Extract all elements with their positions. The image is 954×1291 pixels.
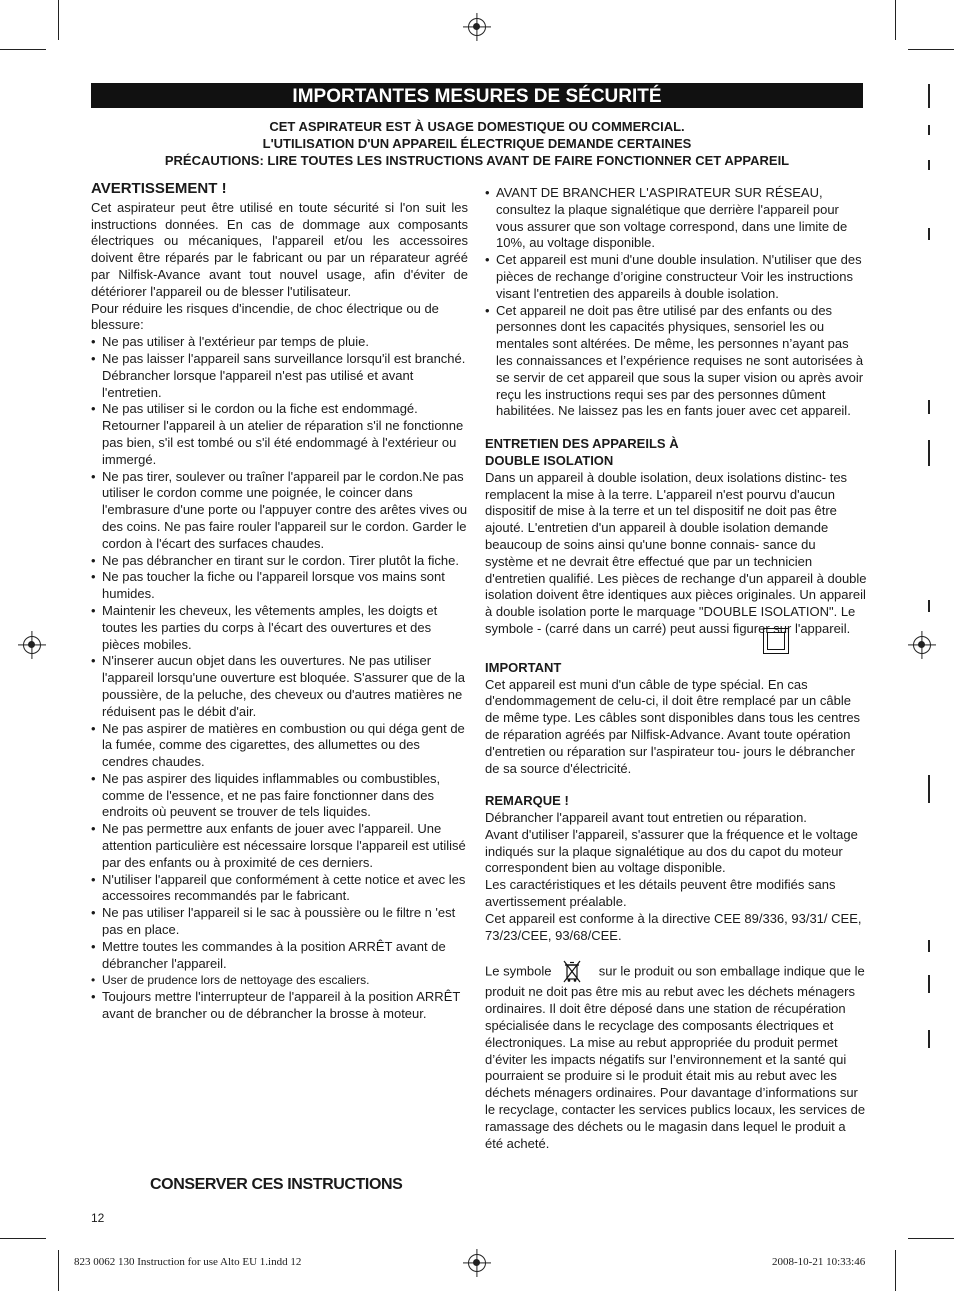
crop-mark	[908, 1238, 954, 1239]
remarque-text: Débrancher l'appareil avant tout entretien ou réparation.	[485, 810, 807, 826]
list-item: • Maintenir les cheveux, les vêtements amples, les doigts et toutes les parties du corps à l'écart des ouvertures et des pièces mobiles.	[91, 603, 468, 653]
crop-mark	[895, 1250, 896, 1291]
list-item: • Ne pas débrancher en tirant sur le cordon. Tirer plutôt la fiche.	[91, 553, 468, 570]
important-heading: IMPORTANT	[485, 659, 562, 675]
remarque-heading: REMARQUE !	[485, 793, 569, 809]
double-insulation-text: Dans un appareil à double isolation, deux isolations distinc- tes remplacent la mise à la terre. L'appareil n'est pourvu d'aucun dispositif de mise à la terre et un tel dispositif ne doit pas être ajouté. L'entretien d'un appareil à double isolation demande beaucoup de soins ainsi qu'une bonne connais- sance du système et ne devrait être effectué que par un technicien d'entretien qualifié. Les pièces de rechange d'un appareil à double isolation doivent être identiques aux pièces originales. Un appareil à double isolation porte le marquage "DOUBLE ISOLATION". Le symbole - (carré dans un carré) peut aussi figurer sur l'appareil.	[485, 469, 867, 636]
remarque-text: Les caractéristiques et les détails peuvent être modifiés sans avertissement préalable.	[485, 877, 836, 910]
edge-bleed	[928, 160, 930, 170]
edge-bleed	[928, 975, 930, 993]
warning-heading: AVERTISSEMENT !	[91, 180, 227, 197]
list-item: • Ne pas aspirer des liquides inflammables ou combustibles, comme de l'essence, et ne pas faire fonctionner dans des endroits où peuvent se trouver de tels liquides.	[91, 771, 468, 821]
right-column	[485, 185, 867, 1152]
intro-line: L'UTILISATION D'UN APPAREIL ÉLECTRIQUE DEMANDE CERTAINES	[262, 136, 692, 151]
safety-list	[91, 334, 468, 1023]
crop-mark	[0, 1238, 46, 1239]
list-item: • Cet appareil ne doit pas être utilisé par des enfants ou des personnes dont les capacités physiques, sensoriel les ou mentales sont altérées. De même, les personnes n’ayant pas les connaissances et l’expérience requises ne sont autorisées à se servir de cet appareil que sous la super vision ou après avoir reçu les instructions requi ses par des personnes dûment habilitées. Ne laissez pas les en fants jouer avec cet appareil.	[485, 303, 867, 421]
list-item: • Ne pas toucher la fiche ou l'appareil lorsque vos mains sont humides.	[91, 569, 468, 603]
remarque-text: Cet appareil est conforme à la directive CEE 89/336, 93/31/ CEE, 73/23/CEE, 93/68/CEE.	[485, 910, 862, 943]
list-item: • AVANT DE BRANCHER L'ASPIRATEUR SUR RÉSEAU, consultez la plaque signalétique que derrière l'appareil pour vous assurer que son voltage correspond, dans une limite de 10%, au voltage disponible.	[485, 185, 867, 252]
safety-list-continued	[485, 185, 867, 420]
registration-mark-icon	[913, 636, 931, 654]
list-item: • Toujours mettre l'interrupteur de l'appareil à la position ARRÊT avant de brancher ou de débrancher la brosse à moteur.	[91, 989, 468, 1023]
footer-file: 823 0062 130 Instruction for use Alto EU 1.indd 12	[74, 1256, 302, 1268]
crop-mark	[58, 0, 59, 40]
list-item: • User de prudence lors de nettoyage des escaliers.	[91, 972, 468, 989]
intro-notice	[91, 118, 863, 169]
weee-prefix: Le symbole	[485, 963, 552, 979]
keep-instructions-heading: CONSERVER CES INSTRUCTIONS	[150, 1176, 403, 1193]
list-item: • Ne pas utiliser si le cordon ou la fiche est endommagé. Retourner l'appareil à un atelier de réparation s'il ne fonctionne pas bien, s'il est tombé ou s'il été endommagé à l'extérieur ou immergé.	[91, 401, 468, 468]
list-item: • Ne pas laisser l'appareil sans surveillance lorsqu'il est branché. Débrancher lorsque l'appareil n'est pas utilisé et avant l'entretien.	[91, 351, 468, 401]
page-number: 12	[91, 1211, 105, 1225]
crop-mark	[58, 1250, 59, 1291]
risk-paragraph: Pour réduire les risques d'incendie, de choc électrique ou de blessure:	[91, 300, 439, 333]
list-item: • Ne pas utiliser l'appareil si le sac à poussière ou le filtre n 'est pas en place.	[91, 905, 468, 939]
registration-mark-icon	[468, 1254, 486, 1272]
edge-bleed	[928, 1030, 930, 1048]
list-item: • Ne pas permettre aux enfants de jouer avec l'appareil. Une attention particulière est nécessaire lorsque l'appareil est utilisé par des enfants ou à proximité de ces derniers.	[91, 821, 468, 871]
list-item: • N'utiliser l'appareil que conformément à cette notice et avec les accessoires recommandés par le fabricant.	[91, 872, 468, 906]
registration-mark-icon	[468, 18, 486, 36]
crossed-bin-icon	[563, 960, 581, 984]
important-text: Cet appareil est muni d'un câble de type spécial. En cas d'endommagement de celu-ci, il doit être remplacé par un câble de même type. Les câbles sont disponibles dans tous les centres de réparation agréés par Nilfisk-Advance. Avant toute opération d'entretien ou réparation sur l'aspirateur tou- jours le débrancher de sa source d'électricité.	[485, 676, 861, 776]
weee-paragraph	[485, 960, 867, 1152]
crop-mark	[895, 0, 896, 40]
list-item: • Ne pas tirer, soulever ou traîner l'appareil par le cordon.Ne pas utiliser le cordon comme une poignée, le coincer dans l'embrasure d'une porte ou l'appuyer contre des arêtes vives ou des coins. Ne pas faire rouler l'appareil sur le cordon. Garder le cordon à l'écart des surfaces chaudes.	[91, 469, 468, 553]
page-title: IMPORTANTES MESURES DE SÉCURITÉ	[91, 83, 863, 108]
list-item: • Cet appareil est muni d'une double insulation. N'utiliser que des pièces de rechange d’origine constructeur Voir les instructions visant l'entretien des appareils à double isolation.	[485, 252, 867, 302]
list-item: • N'inserer aucun objet dans les ouvertures. Ne pas utiliser l'appareil lorsqu'une ouverture est bloquée. S'assurer que de la poussière, de la peluche, des cheveux ou d'autres matières ne réduisent pas le débit d'air.	[91, 653, 468, 720]
double-insulation-icon	[763, 628, 789, 654]
edge-bleed	[928, 600, 930, 612]
edge-bleed	[928, 125, 930, 135]
footer-timestamp: 2008-10-21 10:33:46	[772, 1256, 866, 1268]
crop-mark	[0, 49, 46, 50]
edge-bleed	[928, 400, 930, 414]
edge-bleed	[928, 940, 930, 952]
intro-line: PRÉCAUTIONS: LIRE TOUTES LES INSTRUCTIONS AVANT DE FAIRE FONCTIONNER CET APPAREIL	[164, 153, 790, 168]
warning-paragraph: Cet aspirateur peut être utilisé en toute sécurité si l'on suit les instructions données. En cas de dommage aux composants électriques ou mécaniques, l'appareil et/ou les accessoires doivent être réparés par le fabricant ou par un réparateur agréé par Nilfisk-Avance avant tout nouvel usage, afin d'éviter de détériorer l'appareil ou de blesser l'utilisateur.	[91, 199, 468, 299]
list-item: • Mettre toutes les commandes à la position ARRÊT avant de débrancher l'appareil.	[91, 939, 468, 973]
double-insulation-heading: ENTRETIEN DES APPAREILS À	[485, 436, 679, 452]
double-insulation-heading: DOUBLE ISOLATION	[485, 452, 614, 468]
registration-mark-icon	[23, 636, 41, 654]
remarque-text: Avant d'utiliser l'appareil, s'assurer que la fréquence et le voltage indiqués sur la plaque signalétique au dos du capot du moteur correspondent bien au voltage disponible.	[485, 826, 858, 876]
edge-bleed	[928, 775, 930, 803]
edge-bleed	[928, 84, 930, 108]
crop-mark	[908, 49, 954, 50]
list-item: • Ne pas utiliser à l'extérieur par temps de pluie.	[91, 334, 468, 351]
left-column	[91, 181, 468, 1023]
weee-text: sur le produit ou son emballage indique que le produit ne doit pas être mis au rebut avec les déchets ménagers ordinaires. Il doit être déposé dans une station de récupération spécialisée dans le recyclage des composants électriques et électroniques. La mise au rebut appropriée du produit permet d’éviter les impacts négatifs sur l’environnement et la santé qui pourraient se produire si le produit était mis au rebut avec les déchets ménagers ordinaires. Pour davantage d’informations sur le recyclage, contacter les services publics locaux, les services de ramassage des déchets ou le magasin dans lequel le produit a été acheté.	[485, 963, 866, 1151]
intro-line: CET ASPIRATEUR EST À USAGE DOMESTIQUE OU COMMERCIAL.	[269, 119, 685, 134]
list-item: • Ne pas aspirer de matières en combustion ou qui déga gent de la fumée, comme des cigarettes, des allumettes ou des cendres chaudes.	[91, 721, 468, 771]
edge-bleed	[928, 228, 930, 240]
edge-bleed	[928, 440, 930, 466]
